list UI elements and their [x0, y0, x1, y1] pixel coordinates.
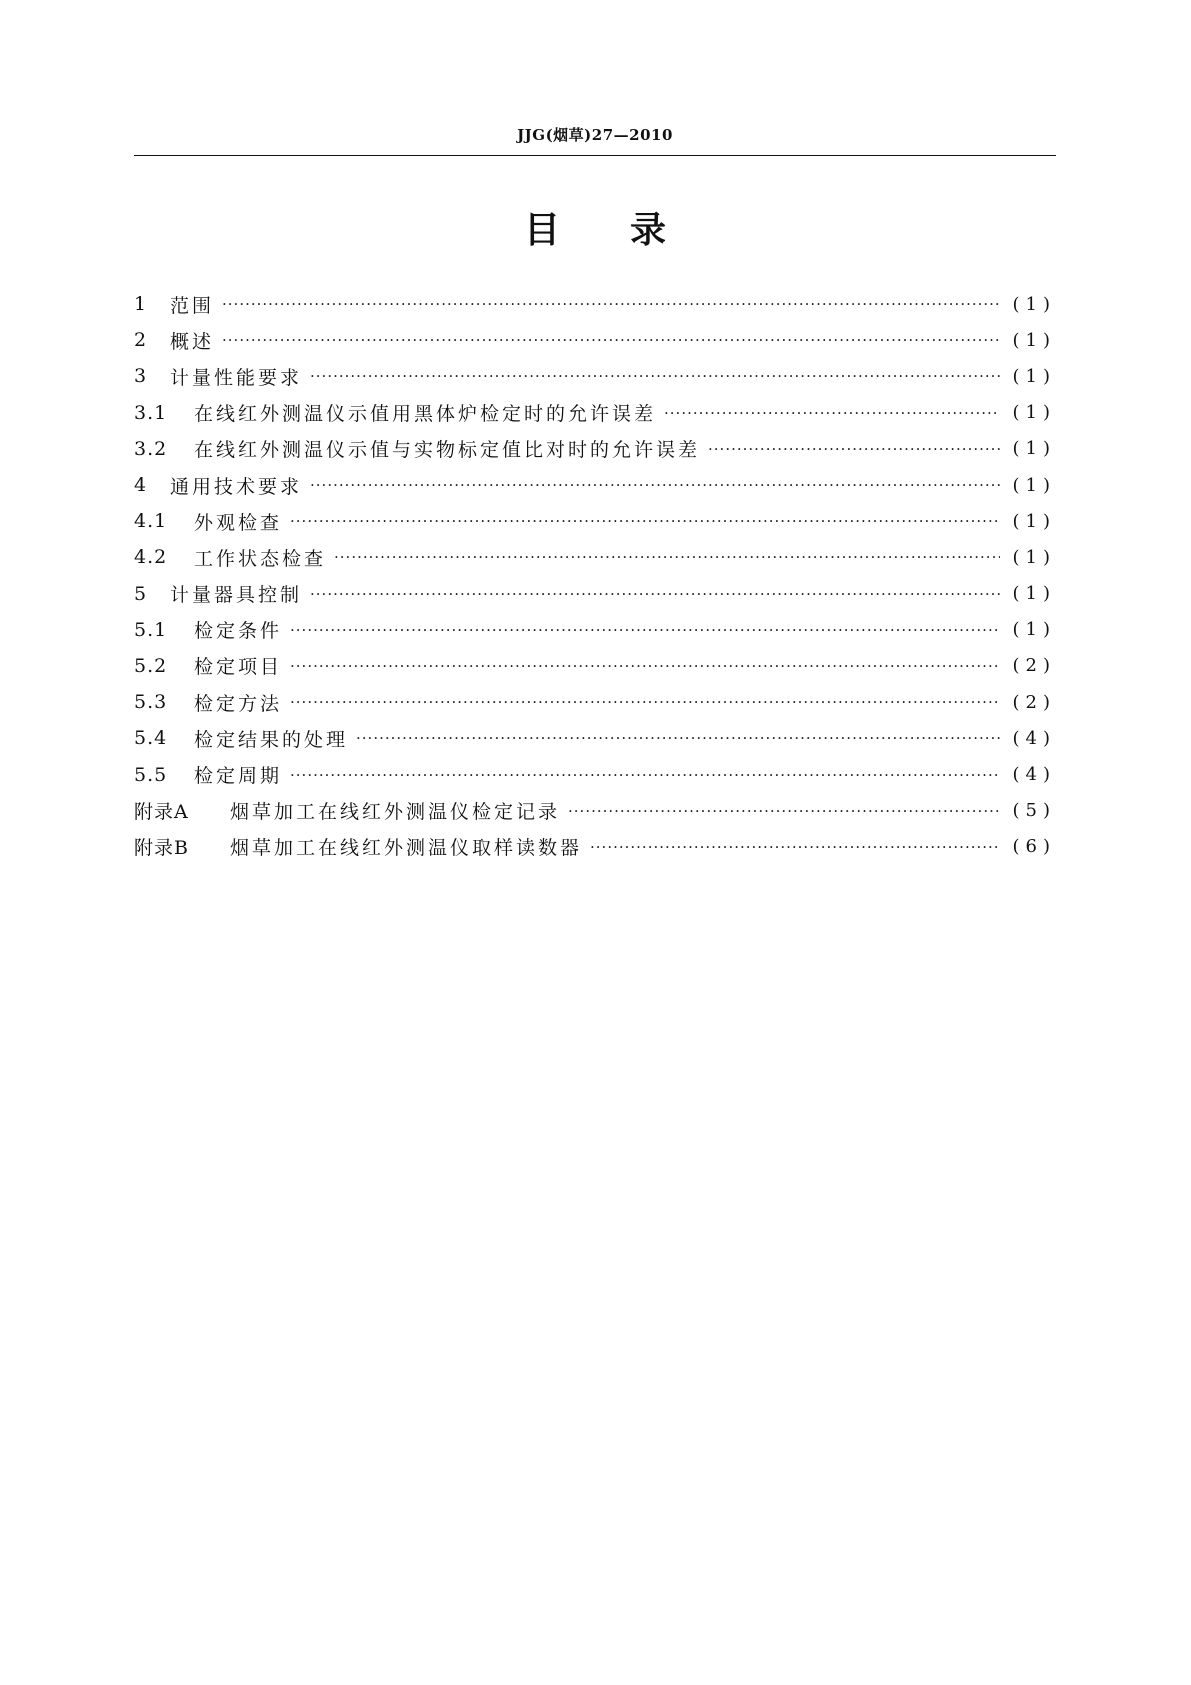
toc-entry-label: 检定条件: [194, 620, 283, 643]
toc-entry-page: (4): [1012, 764, 1056, 786]
toc-entry-label: 烟草加工在线红外测温仪取样读数器: [230, 837, 583, 860]
toc-entry[interactable]: [134, 720, 1056, 756]
toc-entry-label: 检定结果的处理: [194, 728, 349, 751]
toc-entry-number: 附录A: [134, 801, 189, 824]
toc-entry-number: 4: [134, 474, 148, 497]
toc-entry-label: 烟草加工在线红外测温仪检定记录: [230, 801, 561, 824]
toc-entry-number: 1: [134, 293, 148, 316]
toc-entry[interactable]: [134, 431, 1056, 467]
toc-entry-number: 4.1: [134, 510, 168, 533]
toc-entry-label: 检定项目: [194, 656, 283, 679]
toc-entry-label: 在线红外测温仪示值与实物标定值比对时的允许误差: [194, 439, 701, 462]
toc-dot-leader: [334, 546, 1000, 568]
toc-entry[interactable]: [134, 756, 1056, 792]
toc-entry[interactable]: [134, 539, 1056, 575]
toc-entry[interactable]: [134, 358, 1056, 394]
toc-entry-label: 在线红外测温仪示值用黑体炉检定时的允许误差: [194, 403, 657, 426]
toc-entry-page: (2): [1012, 691, 1056, 713]
toc-dot-leader: [590, 836, 1000, 858]
toc-entry-label: 外观检查: [194, 511, 283, 534]
toc-entry-label: 范围: [170, 294, 215, 317]
toc-entry-page: (1): [1012, 402, 1056, 424]
toc-dot-leader: [708, 438, 1000, 460]
toc-entry-page: (1): [1012, 365, 1056, 387]
toc-entry-label: 计量性能要求: [170, 366, 303, 389]
toc-entry[interactable]: [134, 286, 1056, 322]
toc-entry-page: (2): [1012, 655, 1056, 677]
toc-entry-page: (1): [1012, 619, 1056, 641]
header-rule: [134, 155, 1056, 156]
toc-entry[interactable]: [134, 684, 1056, 720]
table-of-contents: [134, 286, 1056, 865]
toc-dot-leader: [310, 583, 1000, 605]
toc-dot-leader: [310, 474, 1000, 496]
toc-entry-label: 检定周期: [194, 765, 283, 788]
toc-entry[interactable]: [134, 793, 1056, 829]
toc-entry[interactable]: [134, 648, 1056, 684]
toc-entry-label: 通用技术要求: [170, 475, 303, 498]
toc-entry-number: 3.2: [134, 437, 168, 460]
toc-entry[interactable]: [134, 576, 1056, 612]
toc-entry-number: 2: [134, 329, 148, 352]
toc-dot-leader: [290, 691, 1000, 713]
toc-entry-label: 概述: [170, 330, 215, 353]
toc-entry-number: 5.2: [134, 654, 168, 677]
toc-dot-leader: [222, 293, 1000, 315]
toc-entry-number: 5: [134, 582, 148, 605]
toc-entry-number: 3.1: [134, 401, 168, 424]
toc-entry[interactable]: [134, 322, 1056, 358]
toc-entry-number: 5.4: [134, 727, 168, 750]
toc-entry-number: 附录B: [134, 837, 189, 860]
toc-entry-page: (1): [1012, 329, 1056, 351]
toc-entry-page: (1): [1012, 293, 1056, 315]
toc-entry-page: (1): [1012, 510, 1056, 532]
toc-entry[interactable]: [134, 467, 1056, 503]
toc-entry-number: 4.2: [134, 546, 168, 569]
toc-entry-page: (6): [1012, 836, 1056, 858]
toc-entry-number: 3: [134, 365, 148, 388]
toc-dot-leader: [310, 365, 1000, 387]
toc-entry-page: (1): [1012, 438, 1056, 460]
toc-entry-page: (5): [1012, 800, 1056, 822]
toc-entry-label: 工作状态检查: [194, 547, 327, 570]
toc-entry-label: 检定方法: [194, 692, 283, 715]
toc-entry[interactable]: [134, 612, 1056, 648]
page-title: 目录: [523, 210, 736, 251]
toc-dot-leader: [356, 727, 1000, 749]
toc-dot-leader: [664, 402, 1000, 424]
standard-code-header: JJG(烟草)27—2010: [517, 126, 673, 144]
toc-dot-leader: [222, 329, 1000, 351]
toc-dot-leader: [568, 800, 1000, 822]
toc-dot-leader: [290, 764, 1000, 786]
toc-entry-page: (1): [1012, 474, 1056, 496]
toc-dot-leader: [290, 655, 1000, 677]
toc-entry-number: 5.5: [134, 763, 168, 786]
toc-entry[interactable]: [134, 829, 1056, 865]
toc-entry-page: (1): [1012, 546, 1056, 568]
toc-entry-page: (4): [1012, 727, 1056, 749]
toc-entry[interactable]: [134, 503, 1056, 539]
toc-entry-label: 计量器具控制: [170, 584, 303, 607]
toc-dot-leader: [290, 619, 1000, 641]
toc-entry-number: 5.3: [134, 691, 168, 714]
toc-entry-page: (1): [1012, 583, 1056, 605]
toc-entry[interactable]: [134, 395, 1056, 431]
toc-entry-number: 5.1: [134, 618, 168, 641]
toc-dot-leader: [290, 510, 1000, 532]
